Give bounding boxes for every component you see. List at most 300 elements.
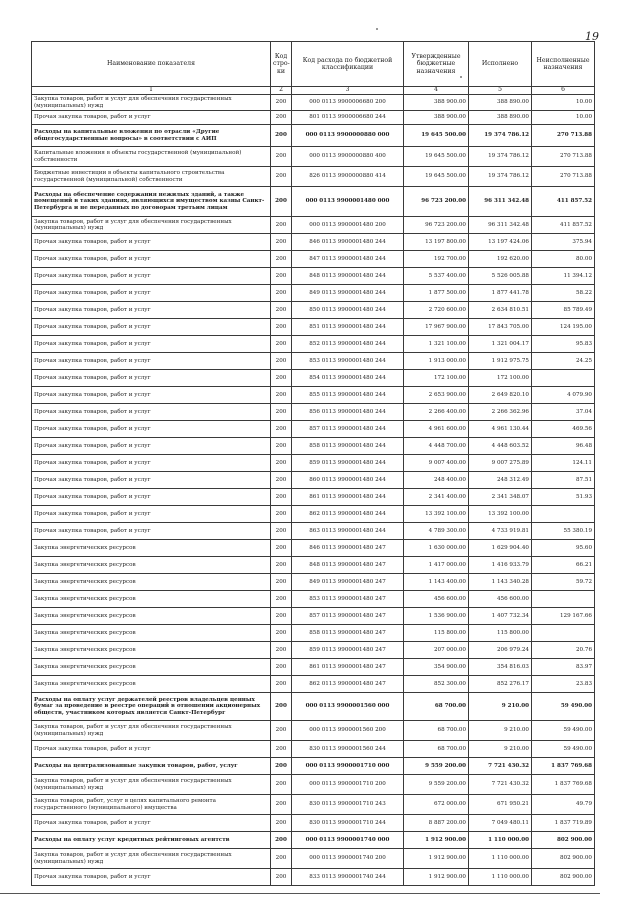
row-unexecuted: 20.76 xyxy=(532,642,595,659)
row-unexecuted: 49.79 xyxy=(532,795,595,815)
row-name: Прочая закупка товаров, работ и услуг xyxy=(32,111,271,125)
row-line-code: 200 xyxy=(271,849,292,869)
row-executed: 7 721 430.32 xyxy=(469,758,532,775)
row-class-code: 000 0113 9900001480 000 xyxy=(292,187,404,217)
row-name: Прочая закупка товаров, работ и услуг xyxy=(32,285,271,302)
row-class-code: 847 0113 9900001480 244 xyxy=(292,251,404,268)
row-approved: 388 900.00 xyxy=(404,95,469,111)
row-executed: 1 110 000.00 xyxy=(469,832,532,849)
row-class-code: 849 0113 9900001480 247 xyxy=(292,574,404,591)
table-row xyxy=(32,869,595,886)
row-line-code: 200 xyxy=(271,869,292,886)
header-class-code: Код расхода по бюджетной классификации xyxy=(292,42,404,87)
row-line-code: 200 xyxy=(271,336,292,353)
row-name: Закупка энергетических ресурсов xyxy=(32,574,271,591)
row-line-code: 200 xyxy=(271,489,292,506)
header-approved: Утвержденные бюджетные назначения xyxy=(404,42,469,87)
row-class-code: 830 0113 9900001560 244 xyxy=(292,741,404,758)
row-unexecuted: 59 490.00 xyxy=(532,721,595,741)
row-executed: 1 143 340.28 xyxy=(469,574,532,591)
row-executed: 13 392 100.00 xyxy=(469,506,532,523)
row-name: Прочая закупка товаров, работ и услуг xyxy=(32,455,271,472)
row-approved: 4 789 300.00 xyxy=(404,523,469,540)
row-class-code: 856 0113 9900001480 244 xyxy=(292,404,404,421)
row-class-code: 801 0113 9900006680 244 xyxy=(292,111,404,125)
row-unexecuted: 24.25 xyxy=(532,353,595,370)
row-class-code: 830 0113 9900001710 244 xyxy=(292,815,404,832)
row-unexecuted: 66.21 xyxy=(532,557,595,574)
row-approved: 96 723 200.00 xyxy=(404,187,469,217)
row-approved: 354 900.00 xyxy=(404,659,469,676)
bottom-divider xyxy=(0,893,600,894)
row-name: Прочая закупка товаров, работ и услуг xyxy=(32,234,271,251)
row-name: Прочая закупка товаров, работ и услуг xyxy=(32,336,271,353)
table-row xyxy=(32,404,595,421)
row-executed: 1 912 975.75 xyxy=(469,353,532,370)
table-row xyxy=(32,642,595,659)
row-line-code: 200 xyxy=(271,642,292,659)
row-approved: 115 800.00 xyxy=(404,625,469,642)
row-class-code: 000 0113 9900006680 200 xyxy=(292,95,404,111)
row-executed: 9 210.00 xyxy=(469,721,532,741)
row-unexecuted: 1 837 769.68 xyxy=(532,758,595,775)
row-unexecuted: 23.83 xyxy=(532,676,595,693)
row-executed: 388 890.00 xyxy=(469,111,532,125)
row-approved: 9 559 200.00 xyxy=(404,758,469,775)
row-executed: 1 877 441.78 xyxy=(469,285,532,302)
row-unexecuted: 411 857.52 xyxy=(532,217,595,234)
row-executed: 248 312.49 xyxy=(469,472,532,489)
table-row xyxy=(32,234,595,251)
row-line-code: 200 xyxy=(271,353,292,370)
row-executed: 1 416 933.79 xyxy=(469,557,532,574)
row-executed: 19 374 786.12 xyxy=(469,167,532,187)
row-unexecuted: 375.94 xyxy=(532,234,595,251)
table-row xyxy=(32,285,595,302)
row-executed: 1 110 000.00 xyxy=(469,869,532,886)
row-executed: 1 407 732.34 xyxy=(469,608,532,625)
row-class-code: 000 0113 9900001480 200 xyxy=(292,217,404,234)
table-row xyxy=(32,217,595,234)
row-approved: 17 967 900.00 xyxy=(404,319,469,336)
row-unexecuted: 10.00 xyxy=(532,95,595,111)
row-executed: 2 341 348.07 xyxy=(469,489,532,506)
row-approved: 19 645 500.00 xyxy=(404,167,469,187)
row-approved: 192 700.00 xyxy=(404,251,469,268)
row-executed: 13 197 424.06 xyxy=(469,234,532,251)
row-line-code: 200 xyxy=(271,268,292,285)
row-executed: 2 634 810.51 xyxy=(469,302,532,319)
row-approved: 19 645 500.00 xyxy=(404,147,469,167)
row-class-code: 862 0113 9900001480 244 xyxy=(292,506,404,523)
row-executed: 1 110 000.00 xyxy=(469,849,532,869)
row-executed: 2 266 362.96 xyxy=(469,404,532,421)
row-line-code: 200 xyxy=(271,540,292,557)
row-executed: 17 843 705.00 xyxy=(469,319,532,336)
row-name: Закупка энергетических ресурсов xyxy=(32,642,271,659)
row-name: Закупка энергетических ресурсов xyxy=(32,540,271,557)
row-class-code: 848 0113 9900001480 244 xyxy=(292,268,404,285)
row-unexecuted: 59 490.00 xyxy=(532,693,595,721)
row-class-code: 830 0113 9900001710 243 xyxy=(292,795,404,815)
row-name: Закупка товаров, работ и услуг для обеспечения государственных (муниципальных) нужд xyxy=(32,721,271,741)
row-unexecuted: 1 837 769.68 xyxy=(532,775,595,795)
row-line-code: 200 xyxy=(271,370,292,387)
row-class-code: 833 0113 9900001740 244 xyxy=(292,869,404,886)
row-approved: 1 913 000.00 xyxy=(404,353,469,370)
row-executed: 4 448 603.52 xyxy=(469,438,532,455)
row-approved: 9 559 200.00 xyxy=(404,775,469,795)
header-unexecuted: Неисполненные назначения xyxy=(532,42,595,87)
row-approved: 68 700.00 xyxy=(404,741,469,758)
row-unexecuted: 270 713.88 xyxy=(532,125,595,147)
row-line-code: 200 xyxy=(271,832,292,849)
row-line-code: 200 xyxy=(271,217,292,234)
row-approved: 68 700.00 xyxy=(404,721,469,741)
row-line-code: 200 xyxy=(271,455,292,472)
row-line-code: 200 xyxy=(271,319,292,336)
row-line-code: 200 xyxy=(271,659,292,676)
row-line-code: 200 xyxy=(271,111,292,125)
header-line-code: Код стро- ки xyxy=(271,42,292,87)
row-class-code: 861 0113 9900001480 244 xyxy=(292,489,404,506)
row-name: Расходы на оплату услуг кредитных рейтинговых агентств xyxy=(32,832,271,849)
row-executed: 9 210.00 xyxy=(469,693,532,721)
row-unexecuted: 96.48 xyxy=(532,438,595,455)
row-approved: 2 653 900.00 xyxy=(404,387,469,404)
row-approved: 388 900.00 xyxy=(404,111,469,125)
row-name: Прочая закупка товаров, работ и услуг xyxy=(32,506,271,523)
header-name: Наименование показателя xyxy=(32,42,271,87)
row-name: Прочая закупка товаров, работ и услуг xyxy=(32,438,271,455)
table-row xyxy=(32,353,595,370)
row-class-code: 857 0113 9900001480 247 xyxy=(292,608,404,625)
row-approved: 2 341 400.00 xyxy=(404,489,469,506)
page-number: 19 xyxy=(585,30,599,43)
row-unexecuted: 124.11 xyxy=(532,455,595,472)
row-unexecuted: 83.97 xyxy=(532,659,595,676)
row-class-code: 861 0113 9900001480 247 xyxy=(292,659,404,676)
row-class-code: 000 0113 9900000880 000 xyxy=(292,125,404,147)
row-name: Прочая закупка товаров, работ и услуг xyxy=(32,472,271,489)
row-unexecuted: 1 837 719.89 xyxy=(532,815,595,832)
row-line-code: 200 xyxy=(271,523,292,540)
row-line-code: 200 xyxy=(271,693,292,721)
table-row xyxy=(32,795,595,815)
row-approved: 1 321 100.00 xyxy=(404,336,469,353)
row-class-code: 851 0113 9900001480 244 xyxy=(292,319,404,336)
column-number: 6 xyxy=(532,87,595,95)
row-name: Закупка товаров, работ и услуг для обеспечения государственных (муниципальных) нужд xyxy=(32,849,271,869)
table-body xyxy=(32,95,595,886)
row-line-code: 200 xyxy=(271,591,292,608)
row-executed: 206 979.24 xyxy=(469,642,532,659)
row-line-code: 200 xyxy=(271,557,292,574)
row-class-code: 000 0113 9900001710 000 xyxy=(292,758,404,775)
row-unexecuted: 59 490.00 xyxy=(532,741,595,758)
row-executed: 388 890.00 xyxy=(469,95,532,111)
row-name: Прочая закупка товаров, работ и услуг xyxy=(32,387,271,404)
row-class-code: 850 0113 9900001480 244 xyxy=(292,302,404,319)
row-unexecuted: 95.60 xyxy=(532,540,595,557)
row-executed: 19 374 786.12 xyxy=(469,125,532,147)
row-unexecuted xyxy=(532,370,595,387)
table-row xyxy=(32,319,595,336)
row-name: Расходы на обеспечение содержания нежилых зданий, а также помещений в таких зданиях, являющихся имуществом казны Санкт-Петербурга и не переданных по договорам третьим лицам xyxy=(32,187,271,217)
row-name: Прочая закупка товаров, работ и услуг xyxy=(32,302,271,319)
table-row xyxy=(32,489,595,506)
row-approved: 8 887 200.00 xyxy=(404,815,469,832)
row-unexecuted: 51.93 xyxy=(532,489,595,506)
row-class-code: 852 0113 9900001480 244 xyxy=(292,336,404,353)
row-class-code: 860 0113 9900001480 244 xyxy=(292,472,404,489)
row-approved: 13 392 100.00 xyxy=(404,506,469,523)
row-line-code: 200 xyxy=(271,421,292,438)
row-name: Прочая закупка товаров, работ и услуг xyxy=(32,869,271,886)
row-class-code: 853 0113 9900001480 244 xyxy=(292,353,404,370)
row-class-code: 849 0113 9900001480 244 xyxy=(292,285,404,302)
row-class-code: 853 0113 9900001480 247 xyxy=(292,591,404,608)
row-class-code: 857 0113 9900001480 244 xyxy=(292,421,404,438)
row-unexecuted: 124 195.00 xyxy=(532,319,595,336)
table-row xyxy=(32,187,595,217)
table-row xyxy=(32,455,595,472)
row-unexecuted: 55 380.19 xyxy=(532,523,595,540)
table-row xyxy=(32,302,595,319)
table-row xyxy=(32,540,595,557)
row-executed: 4 733 919.81 xyxy=(469,523,532,540)
row-approved: 1 912 900.00 xyxy=(404,849,469,869)
row-name: Закупка энергетических ресурсов xyxy=(32,591,271,608)
row-executed: 354 816.03 xyxy=(469,659,532,676)
column-number-row xyxy=(32,87,595,95)
table-row xyxy=(32,608,595,625)
row-unexecuted xyxy=(532,625,595,642)
row-name: Закупка товаров, работ и услуг для обеспечения государственных (муниципальных) нужд xyxy=(32,775,271,795)
header-executed: Исполнено xyxy=(469,42,532,87)
column-number: 2 xyxy=(271,87,292,95)
row-unexecuted: 95.83 xyxy=(532,336,595,353)
table-header-row xyxy=(32,42,595,87)
row-name: Прочая закупка товаров, работ и услуг xyxy=(32,421,271,438)
row-unexecuted: 59.72 xyxy=(532,574,595,591)
row-executed: 96 311 342.48 xyxy=(469,187,532,217)
row-executed: 172 100.00 xyxy=(469,370,532,387)
row-class-code: 863 0113 9900001480 244 xyxy=(292,523,404,540)
row-approved: 2 266 400.00 xyxy=(404,404,469,421)
table-row xyxy=(32,251,595,268)
row-line-code: 200 xyxy=(271,795,292,815)
table-row xyxy=(32,659,595,676)
row-unexecuted: 4 079.90 xyxy=(532,387,595,404)
row-name: Прочая закупка товаров, работ и услуг xyxy=(32,268,271,285)
table-row xyxy=(32,336,595,353)
row-line-code: 200 xyxy=(271,758,292,775)
row-line-code: 200 xyxy=(271,472,292,489)
row-approved: 1 912 900.00 xyxy=(404,869,469,886)
table-row xyxy=(32,693,595,721)
table-row xyxy=(32,625,595,642)
row-class-code: 000 0113 9900001710 200 xyxy=(292,775,404,795)
row-executed: 852 276.17 xyxy=(469,676,532,693)
row-unexecuted: 411 857.52 xyxy=(532,187,595,217)
row-name: Расходы на централизованные закупки товаров, работ, услуг xyxy=(32,758,271,775)
row-approved: 19 645 500.00 xyxy=(404,125,469,147)
row-name: Расходы на оплату услуг держателей реестров владельцев ценных бумаг за проведение в реестре операций в отношении акционерных обществ, участником которых является Санкт-Петербург xyxy=(32,693,271,721)
row-approved: 1 630 000.00 xyxy=(404,540,469,557)
row-line-code: 200 xyxy=(271,676,292,693)
row-line-code: 200 xyxy=(271,506,292,523)
row-line-code: 200 xyxy=(271,95,292,111)
row-unexecuted: 37.04 xyxy=(532,404,595,421)
row-name: Закупка товаров, работ и услуг для обеспечения государственных (муниципальных) нужд xyxy=(32,217,271,234)
row-name: Прочая закупка товаров, работ и услуг xyxy=(32,251,271,268)
row-name: Бюджетные инвестиции в объекты капитального строительства государственной (муниципальной) собственности xyxy=(32,167,271,187)
table-row xyxy=(32,775,595,795)
table-row xyxy=(32,472,595,489)
row-line-code: 200 xyxy=(271,187,292,217)
row-unexecuted: 469.56 xyxy=(532,421,595,438)
row-executed: 192 620.00 xyxy=(469,251,532,268)
row-class-code: 000 0113 9900001740 200 xyxy=(292,849,404,869)
row-class-code: 826 0113 9900000880 414 xyxy=(292,167,404,187)
row-name: Закупка энергетических ресурсов xyxy=(32,557,271,574)
row-line-code: 200 xyxy=(271,234,292,251)
row-approved: 672 000.00 xyxy=(404,795,469,815)
row-approved: 1 877 500.00 xyxy=(404,285,469,302)
table-row xyxy=(32,167,595,187)
row-name: Прочая закупка товаров, работ и услуг xyxy=(32,353,271,370)
row-name: Закупка энергетических ресурсов xyxy=(32,676,271,693)
row-class-code: 846 0113 9900001480 244 xyxy=(292,234,404,251)
row-name: Расходы на капитальные вложения по отрасли «Другие общегосударственные вопросы» в соответствии с АИП xyxy=(32,125,271,147)
row-unexecuted: 802 900.00 xyxy=(532,832,595,849)
row-executed: 456 600.00 xyxy=(469,591,532,608)
table-row xyxy=(32,438,595,455)
row-approved: 1 417 000.00 xyxy=(404,557,469,574)
row-name: Прочая закупка товаров, работ и услуг xyxy=(32,523,271,540)
column-number: 5 xyxy=(469,87,532,95)
table-row xyxy=(32,741,595,758)
row-line-code: 200 xyxy=(271,302,292,319)
row-class-code: 858 0113 9900001480 247 xyxy=(292,625,404,642)
row-unexecuted: 802 900.00 xyxy=(532,869,595,886)
row-approved: 9 007 400.00 xyxy=(404,455,469,472)
row-line-code: 200 xyxy=(271,741,292,758)
row-approved: 4 448 700.00 xyxy=(404,438,469,455)
row-unexecuted xyxy=(532,591,595,608)
row-approved: 1 143 400.00 xyxy=(404,574,469,591)
row-approved: 1 536 900.00 xyxy=(404,608,469,625)
row-line-code: 200 xyxy=(271,387,292,404)
row-approved: 4 961 600.00 xyxy=(404,421,469,438)
table-row xyxy=(32,832,595,849)
table-row xyxy=(32,370,595,387)
row-class-code: 859 0113 9900001480 244 xyxy=(292,455,404,472)
table-row xyxy=(32,721,595,741)
row-line-code: 200 xyxy=(271,147,292,167)
table-row xyxy=(32,111,595,125)
table-row xyxy=(32,523,595,540)
row-approved: 68 700.00 xyxy=(404,693,469,721)
row-executed: 2 649 820.10 xyxy=(469,387,532,404)
row-unexecuted: 10.00 xyxy=(532,111,595,125)
row-unexecuted: 129 167.66 xyxy=(532,608,595,625)
row-class-code: 855 0113 9900001480 244 xyxy=(292,387,404,404)
row-executed: 671 950.21 xyxy=(469,795,532,815)
row-name: Капитальные вложения в объекты государственной (муниципальной) собственности xyxy=(32,147,271,167)
row-approved: 172 100.00 xyxy=(404,370,469,387)
row-approved: 248 400.00 xyxy=(404,472,469,489)
row-name: Прочая закупка товаров, работ и услуг xyxy=(32,319,271,336)
table-row xyxy=(32,758,595,775)
row-name: Закупка энергетических ресурсов xyxy=(32,608,271,625)
row-unexecuted: 87.51 xyxy=(532,472,595,489)
row-approved: 96 723 200.00 xyxy=(404,217,469,234)
table-row xyxy=(32,815,595,832)
row-unexecuted: 85 789.49 xyxy=(532,302,595,319)
table-row xyxy=(32,574,595,591)
row-name: Прочая закупка товаров, работ и услуг xyxy=(32,489,271,506)
row-class-code: 000 0113 9900000880 400 xyxy=(292,147,404,167)
table-row xyxy=(32,849,595,869)
table-row xyxy=(32,421,595,438)
row-executed: 115 800.00 xyxy=(469,625,532,642)
table-row xyxy=(32,95,595,111)
row-name: Прочая закупка товаров, работ и услуг xyxy=(32,741,271,758)
row-line-code: 200 xyxy=(271,251,292,268)
row-line-code: 200 xyxy=(271,574,292,591)
row-executed: 96 311 342.48 xyxy=(469,217,532,234)
row-class-code: 848 0113 9900001480 247 xyxy=(292,557,404,574)
row-approved: 5 537 400.00 xyxy=(404,268,469,285)
table-row xyxy=(32,147,595,167)
row-line-code: 200 xyxy=(271,775,292,795)
row-executed: 9 210.00 xyxy=(469,741,532,758)
row-unexecuted: 802 900.00 xyxy=(532,849,595,869)
row-line-code: 200 xyxy=(271,167,292,187)
row-executed: 5 526 005.88 xyxy=(469,268,532,285)
row-name: Прочая закупка товаров, работ и услуг xyxy=(32,404,271,421)
scan-speck xyxy=(460,76,462,78)
row-line-code: 200 xyxy=(271,404,292,421)
row-unexecuted: 270 713.88 xyxy=(532,167,595,187)
table-row xyxy=(32,557,595,574)
row-executed: 7 049 480.11 xyxy=(469,815,532,832)
row-class-code: 000 0113 9900001560 200 xyxy=(292,721,404,741)
row-executed: 19 374 786.12 xyxy=(469,147,532,167)
table-row xyxy=(32,506,595,523)
row-unexecuted: 58.22 xyxy=(532,285,595,302)
row-approved: 1 912 900.00 xyxy=(404,832,469,849)
budget-execution-table xyxy=(31,41,595,886)
row-unexecuted: 270 713.88 xyxy=(532,147,595,167)
row-line-code: 200 xyxy=(271,815,292,832)
column-number: 4 xyxy=(404,87,469,95)
table-row xyxy=(32,387,595,404)
row-class-code: 862 0113 9900001480 247 xyxy=(292,676,404,693)
row-line-code: 200 xyxy=(271,608,292,625)
row-approved: 13 197 800.00 xyxy=(404,234,469,251)
table-row xyxy=(32,268,595,285)
table-row xyxy=(32,676,595,693)
row-executed: 1 321 004.17 xyxy=(469,336,532,353)
row-class-code: 854 0113 9900001480 244 xyxy=(292,370,404,387)
row-unexecuted xyxy=(532,506,595,523)
row-name: Закупка товаров, работ, услуг в целях капитального ремонта государственного (муниципального) имущества xyxy=(32,795,271,815)
row-class-code: 000 0113 9900001740 000 xyxy=(292,832,404,849)
row-approved: 456 600.00 xyxy=(404,591,469,608)
